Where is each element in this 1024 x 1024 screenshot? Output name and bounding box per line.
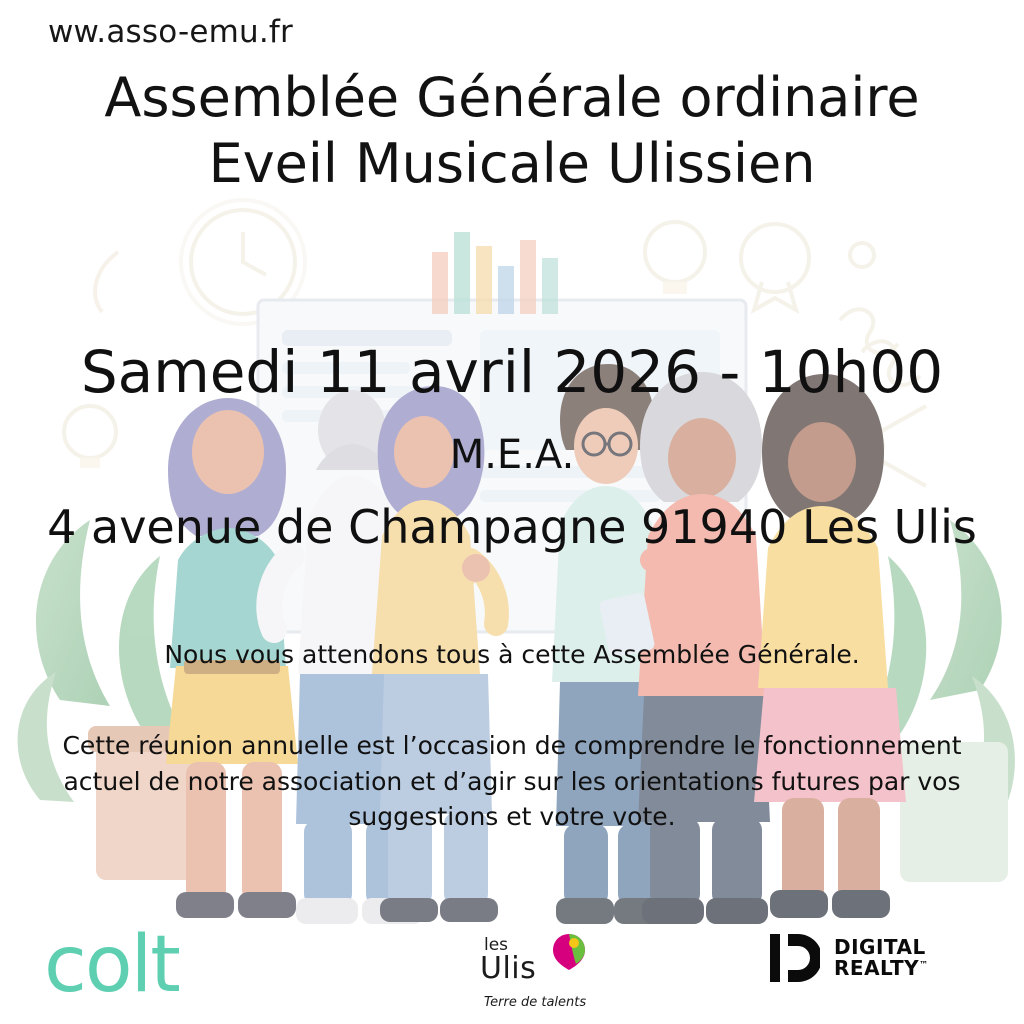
les-ulis-les-text: les [484,935,509,955]
website-url: ww.asso-emu.fr [48,14,293,50]
digital-realty-trademark: ™ [919,960,929,971]
description-paragraph: Cette réunion annuelle est l’occasion de comprendre le fonctionnement actuel de notre association et d’agir sur les orientations futures par vos suggestions et votre vote. [62,731,962,831]
les-ulis-name-text: Ulis [480,951,537,986]
title-line-two: Eveil Musicale Ulissien [208,132,816,196]
event-venue: M.E.A. [449,432,575,478]
les-ulis-logo [470,935,600,1010]
digital-realty-wordmark [834,937,929,979]
invitation-text: Nous vous attendons tous à cette Assemblée Générale. [164,640,860,669]
les-ulis-wordmark [470,935,600,993]
event-datetime: Samedi 11 avril 2026 - 10h00 [80,338,944,406]
digital-realty-mark-icon [768,932,820,984]
poster-title [0,68,1024,195]
les-ulis-tagline: Terre de talents [483,995,587,1010]
digital-realty-logo [768,932,929,984]
colt-logo: colt [44,920,179,1010]
event-address: 4 avenue de Champagne 91940 Les Ulis [47,500,977,554]
digital-realty-line-one: DIGITAL [834,935,926,959]
digital-realty-line-two: REALTY [834,956,920,980]
title-line-one: Assemblée Générale ordinaire [104,66,920,129]
sponsor-logos [0,894,1024,1014]
les-ulis-mark-icon [552,933,586,971]
